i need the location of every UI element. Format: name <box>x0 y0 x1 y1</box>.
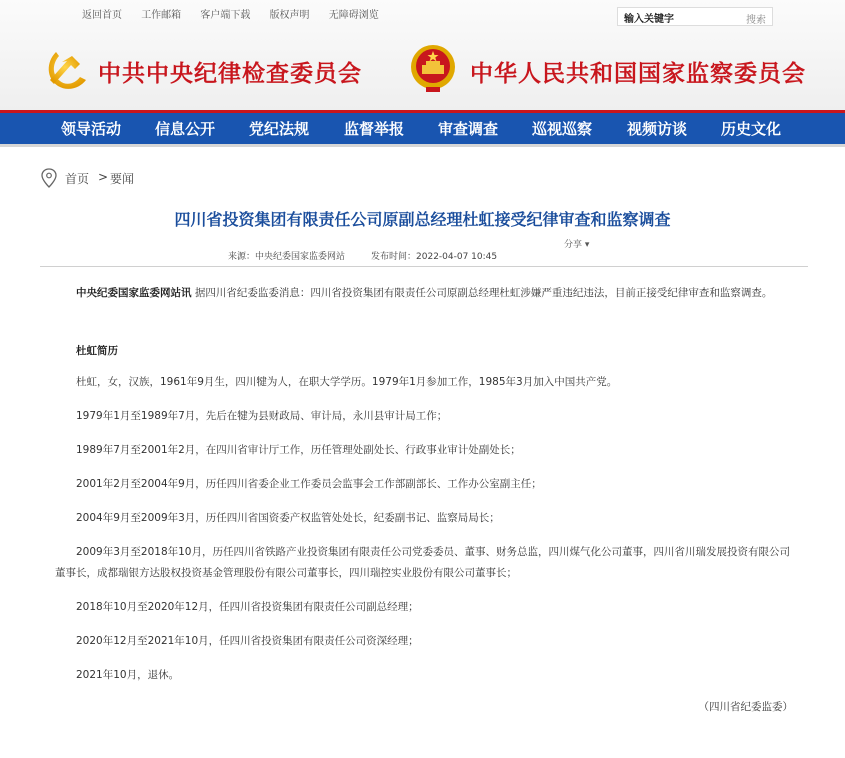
ccdi-logo-text[interactable]: 中共中央纪律检查委员会 <box>98 60 362 87</box>
paragraph: 2018年10月至2020年12月，任四川省投资集团有限责任公司副总经理； <box>76 601 419 613</box>
paragraph: 2004年9月至2009年3月，历任四川省国资委产权监管处处长，纪委副书记、监察局局长； <box>76 512 500 524</box>
top-link-download[interactable]: 客户端下载 <box>200 10 251 21</box>
nav-item-leadership[interactable]: 领导活动 <box>61 120 122 138</box>
nsc-logo-text[interactable]: 中华人民共和国国家监察委员会 <box>470 60 806 87</box>
article-footer-source: （四川省纪委监委） <box>698 701 793 713</box>
paragraph: 2020年12月至2021年10月，任四川省投资集团有限责任公司资深经理； <box>76 635 419 647</box>
paragraph: 2021年10月，退休。 <box>76 669 180 681</box>
search-box <box>617 7 773 26</box>
title-divider <box>40 266 808 267</box>
nav-item-history[interactable]: 历史文化 <box>721 120 782 138</box>
paragraph: 2001年2月至2004年9月，历任四川省委企业工作委员会监事会工作部副部长、工作办公室副主任； <box>76 478 542 490</box>
nav-item-investigation[interactable]: 审查调查 <box>438 120 499 138</box>
share-label: 分享 <box>564 240 583 250</box>
nav-divider <box>0 144 845 147</box>
search-button[interactable]: 搜索 <box>746 15 766 26</box>
nav-item-inspection[interactable]: 巡视巡察 <box>532 120 593 138</box>
nav-item-info[interactable]: 信息公开 <box>155 120 216 138</box>
article-time: 发布时间：2022-04-07 10:45 <box>371 252 498 262</box>
lead-text: 据四川省纪委监委消息：四川省投资集团有限责任公司原副总经理杜虹涉嫌严重违纪违法，目前正接受纪律审查和监察调查。 <box>191 287 773 299</box>
national-emblem-icon <box>408 42 458 94</box>
paragraph: 1989年7月至2001年2月，在四川省审计厅工作，历任管理处副处长、行政事业审计处副处长； <box>76 444 521 456</box>
lead-source: 中央纪委国家监委网站讯 <box>76 287 192 299</box>
article-meta <box>228 249 497 262</box>
breadcrumb-separator: > <box>98 170 109 184</box>
nav-item-report[interactable]: 监督举报 <box>344 120 405 138</box>
top-links <box>82 6 395 21</box>
top-link-accessibility[interactable]: 无障碍浏览 <box>328 10 379 21</box>
share-dropdown[interactable] <box>564 237 589 250</box>
chevron-down-icon: ▾ <box>582 240 590 250</box>
nav-item-video[interactable]: 视频访谈 <box>627 120 688 138</box>
top-link-copyright[interactable]: 版权声明 <box>269 10 310 21</box>
top-link-home[interactable]: 返回首页 <box>82 10 122 21</box>
nav-item-regulations[interactable]: 党纪法规 <box>249 120 310 138</box>
article-title: 四川省投资集团有限责任公司原副总经理杜虹接受纪律审查和监察调查 <box>174 210 671 229</box>
location-pin-icon <box>40 168 58 188</box>
article-source: 来源：中央纪委国家监委网站 <box>228 252 346 262</box>
main-nav <box>0 110 845 144</box>
paragraph: 1979年1月至1989年7月，先后在犍为县财政局、审计局，永川县审计局工作； <box>76 410 448 422</box>
breadcrumb-home[interactable]: 首页 <box>65 172 90 186</box>
resume-heading: 杜虹简历 <box>76 345 118 357</box>
top-link-email[interactable]: 工作邮箱 <box>141 10 182 21</box>
party-emblem-icon <box>42 44 92 94</box>
breadcrumb-current[interactable]: 要闻 <box>110 172 135 186</box>
article-lead <box>55 283 797 304</box>
paragraph: 杜虹，女，汉族，1961年9月生，四川犍为人，在职大学学历。1979年1月参加工作，1985年3月加入中国共产党。 <box>76 376 618 388</box>
site-header <box>0 0 845 110</box>
paragraph: 2009年3月至2018年10月，历任四川省铁路产业投资集团有限责任公司党委委员、董事、财务总监，四川煤气化公司董事，四川省川瑞发展投资有限公司董事长，成都瑞银方达股权投资基金管理股份有限公司董事长，四川瑞控实业股份有限公司董事长； <box>55 546 790 579</box>
search-input[interactable] <box>624 10 732 24</box>
